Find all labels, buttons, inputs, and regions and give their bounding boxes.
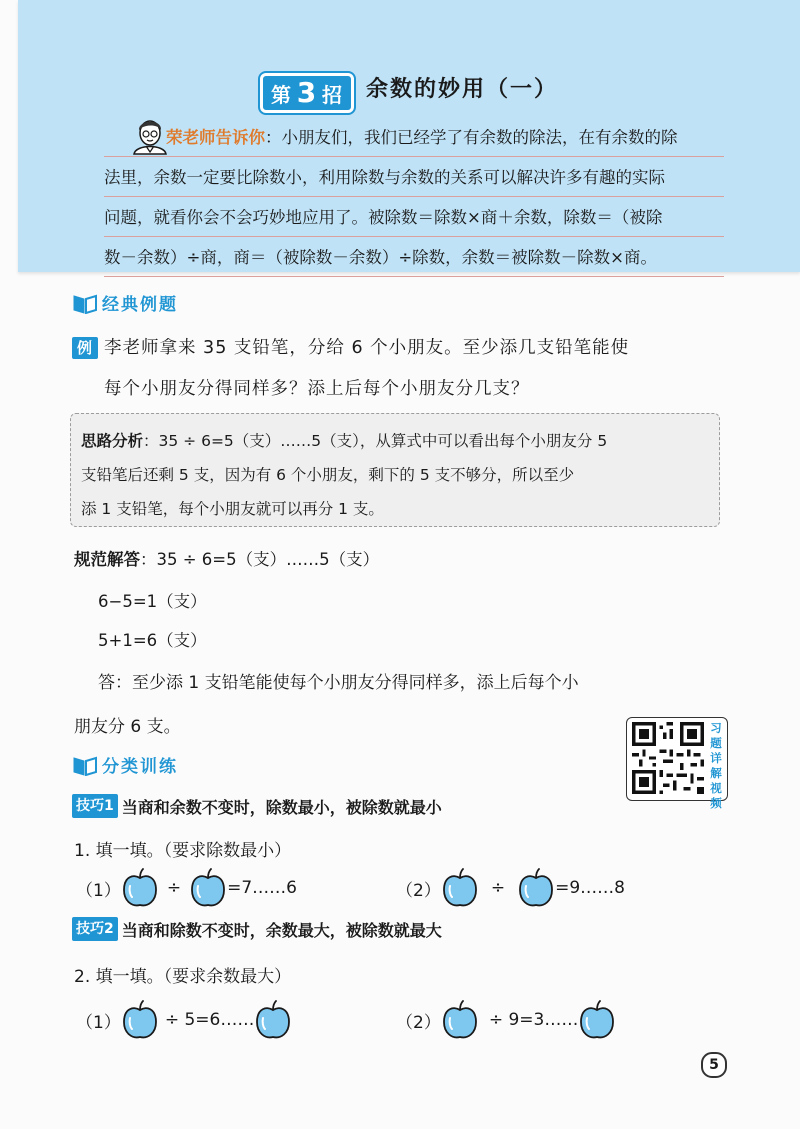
section-classic-examples (72, 290, 178, 315)
section-title: 经典例题 (102, 295, 178, 315)
intro-line-4: 数－余数）÷商，商＝（被除数－余数）÷除数，余数＝被除数－除数×商。 (104, 248, 657, 267)
tip-1-text: 当商和余数不变时，除数最小，被除数就最小 (121, 797, 442, 817)
analysis-text-1: ：35 ÷ 6=5（支）……5（支），从算式中可以看出每个小朋友分 5 (143, 432, 608, 450)
analysis-line-3: 添 1 支铅笔，每个小朋友就可以再分 1 支。 (81, 500, 384, 518)
intro-text-1: ：小朋友们，我们已经学了有余数的除法，在有余数的除 (265, 128, 678, 147)
lesson-number-badge (260, 73, 354, 113)
qr-code-card[interactable] (626, 717, 728, 810)
intro-line-3: 问题，就看你会不会巧妙地应用了。被除数＝除数×商＋余数，除数＝（被除 (104, 208, 663, 227)
example-text-1: 李老师拿来 35 支铅笔，分给 6 个小朋友。至少添几支铅笔能使 (104, 338, 630, 358)
teacher-tip-label: 荣老师告诉你 (166, 128, 265, 147)
teacher-tip-paragraph (104, 118, 724, 278)
apple-blank-icon[interactable] (122, 868, 158, 908)
solution-answer-line-2: 朋友分 6 支。 (74, 717, 181, 737)
q2b-label: （2） (396, 1012, 441, 1033)
title-prefix: 第 (270, 82, 292, 107)
apple-blank-icon[interactable] (579, 1000, 615, 1040)
question-2-b (396, 1000, 616, 1040)
section-title: 分类训练 (102, 757, 178, 777)
page-number: 5 (701, 1052, 727, 1078)
tip-2 (72, 917, 442, 941)
apple-blank-icon[interactable] (442, 1000, 478, 1040)
intro-line-2: 法里，余数一定要比除数小，利用除数与余数的关系可以解决许多有趣的实际 (104, 168, 665, 187)
apple-blank-icon[interactable] (442, 868, 478, 908)
lesson-title (18, 73, 800, 109)
intro-line-1 (104, 118, 724, 158)
solution-answer-line-1: 答：至少添 1 支铅笔能使每个小朋友分得同样多，添上后每个小 (98, 673, 579, 693)
q1a-divide: ÷ (166, 878, 182, 898)
question-2-title: 2. 填一填。（要求余数最大） (74, 967, 292, 987)
solution-line-3: 5+1=6（支） (98, 631, 207, 650)
example-tag: 例 (72, 337, 98, 359)
question-2-a (76, 1000, 292, 1040)
q2b-equation: ÷ 9=3…… (488, 1010, 579, 1030)
book-icon (72, 292, 98, 314)
apple-blank-icon[interactable] (255, 1000, 291, 1040)
q1b-label: （2） (396, 880, 441, 901)
qr-caption: 习题详解视频 (710, 721, 722, 810)
apple-blank-icon[interactable] (122, 1000, 158, 1040)
analysis-line-1 (81, 424, 711, 458)
q1b-divide: ÷ (490, 878, 506, 898)
solution-line-1 (74, 546, 379, 570)
solution-text-1: ：35 ÷ 6=5（支）……5（支） (140, 550, 380, 569)
section-classified-training (72, 752, 178, 777)
q1a-label: （1） (76, 880, 121, 901)
analysis-box (70, 413, 720, 527)
q1a-result: =7……6 (227, 878, 297, 898)
apple-blank-icon[interactable] (518, 868, 554, 908)
tip-2-tag: 技巧2 (72, 917, 118, 941)
apple-blank-icon[interactable] (190, 868, 226, 908)
q2a-equation: ÷ 5=6…… (164, 1010, 255, 1030)
tip-2-text: 当商和除数不变时，余数最大，被除数就最大 (121, 920, 442, 940)
solution-line-2: 6−5=1（支） (98, 592, 207, 611)
q2a-label: （1） (76, 1012, 121, 1033)
title-suffix: 招 (321, 82, 343, 107)
qr-code-icon[interactable] (632, 722, 704, 794)
question-1-a (76, 868, 297, 908)
analysis-label: 思路分析 (81, 432, 144, 450)
example-problem-line-1 (72, 334, 629, 359)
title-number: 3 (296, 76, 318, 109)
question-1-title: 1. 填一填。（要求除数最小） (74, 841, 292, 861)
tip-1-tag: 技巧1 (72, 794, 118, 818)
lesson-header (18, 0, 800, 272)
analysis-line-2: 支铅笔后还剩 5 支，因为有 6 个小朋友，剩下的 5 支不够分，所以至少 (81, 466, 575, 484)
q1b-result: =9……8 (555, 878, 625, 898)
lesson-title-text: 余数的妙用（一） (365, 77, 558, 102)
example-problem-line-2: 每个小朋友分得同样多？添上后每个小朋友分几支？ (104, 379, 530, 399)
solution-label: 规范解答 (74, 550, 140, 569)
book-icon (72, 754, 98, 776)
tip-1 (72, 794, 442, 818)
question-1-b (396, 868, 625, 908)
analysis-text (81, 424, 711, 526)
